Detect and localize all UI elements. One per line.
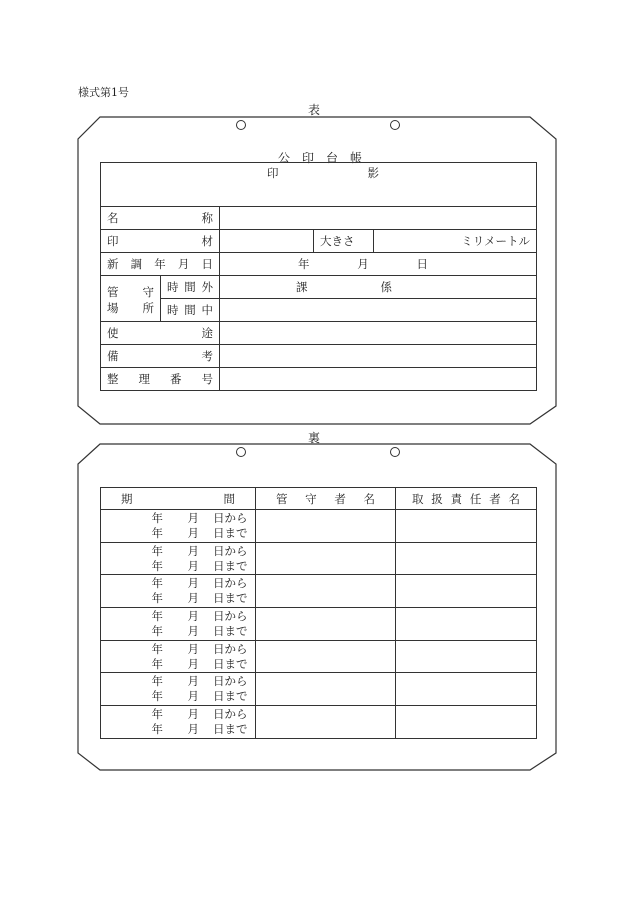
period-to-line: 年 月 日まで [151,689,248,704]
serial-label: 整 理 番 号 [107,372,213,386]
keeper-name-cell[interactable] [256,673,396,706]
back-side-label: 裏 [308,431,321,445]
front-punch-hole-right [391,121,400,130]
imprint-row [101,163,537,207]
period-row [101,542,537,575]
keeper-header: 管 守 者 名 [276,491,375,506]
period-to-line: 年 月 日まで [151,721,248,736]
handler-name-cell[interactable] [396,542,537,575]
serial-row [101,368,537,391]
period-cell[interactable] [101,608,256,641]
use-label: 使 途 [107,326,213,340]
size-unit[interactable]: ミリメートル [374,230,537,253]
back-punch-hole-right [391,448,400,457]
during-hours-label: 時 間 中 [167,303,213,317]
name-label: 名 称 [107,211,213,225]
period-from-line: 年 月 日から [151,674,248,689]
period-row [101,640,537,673]
size-label: 大きさ [314,230,374,253]
form-number: 様式第1号 [78,86,129,99]
notes-value[interactable] [220,345,537,368]
period-cell[interactable] [101,640,256,673]
period-row [101,706,537,739]
handler-name-cell[interactable] [396,575,537,608]
name-value[interactable] [220,207,537,230]
back-table [100,487,537,739]
period-to-line: 年 月 日まで [151,525,248,540]
handler-header: 取 扱 責 任 者 名 [412,491,520,506]
period-header: 期 間 [121,491,235,506]
front-side-label: 表 [308,103,321,117]
back-punch-hole-left [237,448,246,457]
made-date-label: 新 調 年 月 日 [107,257,213,271]
keeper-name-cell[interactable] [256,640,396,673]
period-from-line: 年 月 日から [151,510,248,525]
keeper-place-label: 管 守 場 所 [101,276,161,322]
after-hours-row [101,276,537,299]
period-from-line: 年 月 日から [151,543,248,558]
period-from-line: 年 月 日から [151,641,248,656]
name-row [101,207,537,230]
after-hours-value[interactable]: 課 係 [220,276,537,299]
keeper-name-cell[interactable] [256,706,396,739]
notes-row [101,345,537,368]
keeper-name-cell[interactable] [256,510,396,543]
front-punch-hole-left [237,121,246,130]
period-to-line: 年 月 日まで [151,591,248,606]
keeper-name-cell[interactable] [256,608,396,641]
period-cell[interactable] [101,575,256,608]
after-hours-label: 時 間 外 [167,280,213,294]
made-date-value[interactable]: 年 月 日 [220,253,537,276]
period-from-line: 年 月 日から [151,576,248,591]
imprint-label: 印 影 [267,166,379,180]
use-value[interactable] [220,322,537,345]
period-cell[interactable] [101,706,256,739]
period-to-line: 年 月 日まで [151,656,248,671]
period-to-line: 年 月 日まで [151,558,248,573]
back-header-row [101,488,537,510]
during-hours-row [101,299,537,322]
period-to-line: 年 月 日まで [151,623,248,638]
period-from-line: 年 月 日から [151,608,248,623]
use-row [101,322,537,345]
front-table [100,162,537,391]
made-date-row [101,253,537,276]
notes-label: 備 考 [107,349,213,363]
material-label: 印 材 [107,234,213,248]
handler-name-cell[interactable] [396,608,537,641]
serial-value[interactable] [220,368,537,391]
period-row [101,575,537,608]
period-row [101,608,537,641]
material-row [101,230,537,253]
period-row [101,673,537,706]
keeper-name-cell[interactable] [256,575,396,608]
during-hours-value[interactable] [220,299,537,322]
period-from-line: 年 月 日から [151,706,248,721]
keeper-name-cell[interactable] [256,542,396,575]
period-cell[interactable] [101,542,256,575]
period-cell[interactable] [101,673,256,706]
handler-name-cell[interactable] [396,673,537,706]
handler-name-cell[interactable] [396,510,537,543]
handler-name-cell[interactable] [396,706,537,739]
front-title: 公 印 台 帳 [278,151,362,165]
material-value[interactable] [220,230,314,253]
handler-name-cell[interactable] [396,640,537,673]
period-cell[interactable] [101,510,256,543]
period-row [101,510,537,543]
